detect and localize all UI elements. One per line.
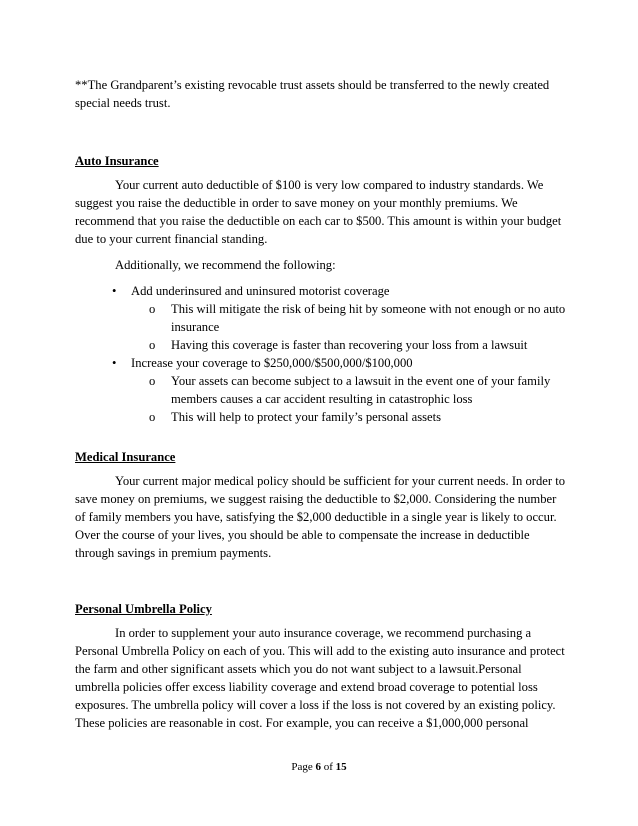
page-footer [0,761,638,773]
sub-bullet-text: This will help to protect your family’s personal assets [171,410,442,424]
umbrella-policy-heading: Personal Umbrella Policy [75,602,212,616]
current-page-number: 6 [315,761,321,773]
intro-paragraph: **The Grandparent’s existing revocable trust assets should be transferred to the newly created special needs trust. [75,78,550,110]
page-body [75,76,567,732]
hollow-bullet-icon: o [149,374,156,388]
sub-bullet-text: This will mitigate the risk of being hit by someone with not enough or no auto insurance [171,302,566,334]
hollow-bullet-icon: o [149,302,156,316]
auto-insurance-heading: Auto Insurance [75,154,159,168]
sub-list-item [149,336,567,354]
bullet-text: Increase your coverage to $250,000/$500,000/$100,000 [131,356,413,370]
umbrella-policy-paragraph: In order to supplement your auto insurance coverage, we recommend purchasing a Personal Umbrella Policy on each of you. This will add to the existing auto insurance and protect the farm and other significant assets which you do not want subject to a lawsuit.Personal umbrella policies offer excess liability coverage and extend broad coverage to potential loss exposures. The umbrella policy will cover a loss if the loss is not covered by an existing policy. These policies are reasonable in cost. For example, you can receive a $1,000,000 personal [75,626,565,730]
bullet-icon: • [112,356,117,370]
auto-insurance-paragraph: Your current auto deductible of $100 is very low compared to industry standards. We suggest you raise the deductible in order to save money on your monthly premiums. We recommend that you raise the deductible on each car to $500. This amount is within your budget due to your current financial standing. [75,178,562,246]
sub-list [131,300,567,354]
auto-insurance-recommendations [75,282,567,426]
total-pages-number: 15 [335,761,347,773]
list-item [111,354,567,426]
medical-insurance-heading: Medical Insurance [75,450,176,464]
hollow-bullet-icon: o [149,410,156,424]
bullet-text: Add underinsured and uninsured motorist coverage [131,284,390,298]
sub-list [131,372,567,426]
sub-list-item [149,408,567,426]
of-word: of [323,761,333,773]
sub-list-item [149,300,567,336]
list-item [111,282,567,354]
page-word: Page [291,761,313,773]
sub-bullet-text: Having this coverage is faster than recovering your loss from a lawsuit [171,338,528,352]
hollow-bullet-icon: o [149,338,156,352]
sub-bullet-text: Your assets can become subject to a lawsuit in the event one of your family members causes a car accident resulting in catastrophic loss [171,374,551,406]
medical-insurance-paragraph: Your current major medical policy should be sufficient for your current needs. In order to save money on premiums, we suggest raising the deductible to $2,000. Considering the number of family members you have, satisfying the $2,000 deductible in a single year is likely to occur. Over the course of your lives, you should be able to compensate the increase in deductible through savings in premium payments. [75,474,565,560]
auto-insurance-recommend-intro: Additionally, we recommend the following: [115,258,336,272]
sub-list-item [149,372,567,408]
bullet-icon: • [112,284,117,298]
